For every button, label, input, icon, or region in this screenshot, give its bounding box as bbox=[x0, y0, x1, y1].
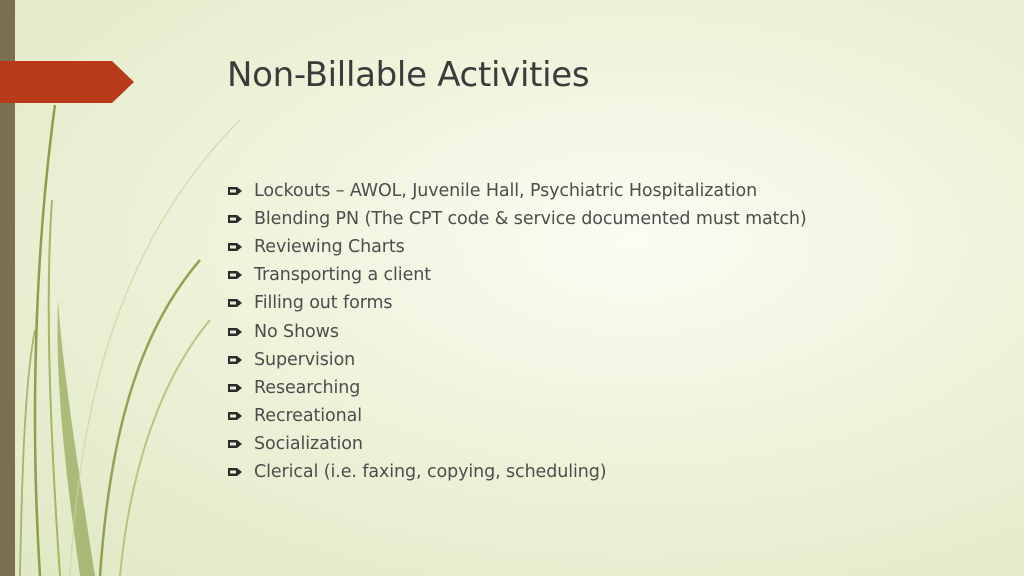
bullet-text: Filling out forms bbox=[254, 293, 393, 314]
list-item bbox=[228, 177, 988, 205]
list-item bbox=[228, 317, 988, 345]
title-accent-arrow bbox=[0, 61, 134, 103]
pencil-arrow-icon bbox=[228, 466, 242, 478]
list-item bbox=[228, 205, 988, 233]
pencil-arrow-icon bbox=[228, 241, 242, 253]
pencil-arrow-icon bbox=[228, 382, 242, 394]
list-item bbox=[228, 346, 988, 374]
list-item bbox=[228, 289, 988, 317]
bullet-text: Transporting a client bbox=[254, 265, 431, 286]
pencil-arrow-icon bbox=[228, 269, 242, 281]
list-item bbox=[228, 430, 988, 458]
pencil-arrow-icon bbox=[228, 326, 242, 338]
pencil-arrow-icon bbox=[228, 410, 242, 422]
bullet-list bbox=[228, 177, 988, 486]
slide-title: Non-Billable Activities bbox=[227, 55, 590, 95]
list-item bbox=[228, 374, 988, 402]
list-item bbox=[228, 233, 988, 261]
bullet-text: Blending PN (The CPT code & service documented must match) bbox=[254, 209, 807, 230]
bullet-text: Supervision bbox=[254, 349, 356, 370]
pencil-arrow-icon bbox=[228, 297, 242, 309]
pencil-arrow-icon bbox=[228, 354, 242, 366]
bullet-text: Recreational bbox=[254, 405, 362, 426]
pencil-arrow-icon bbox=[228, 438, 242, 450]
pencil-arrow-icon bbox=[228, 185, 242, 197]
bullet-text: Socialization bbox=[254, 433, 363, 454]
bullet-text: Lockouts – AWOL, Juvenile Hall, Psychiatric Hospitalization bbox=[254, 181, 758, 202]
bullet-text: Researching bbox=[254, 377, 361, 398]
bullet-text: Reviewing Charts bbox=[254, 237, 405, 258]
bullet-text: Clerical (i.e. faxing, copying, scheduling) bbox=[254, 461, 607, 482]
bullet-text: No Shows bbox=[254, 321, 339, 342]
list-item bbox=[228, 458, 988, 486]
list-item bbox=[228, 261, 988, 289]
pencil-arrow-icon bbox=[228, 213, 242, 225]
list-item bbox=[228, 402, 988, 430]
